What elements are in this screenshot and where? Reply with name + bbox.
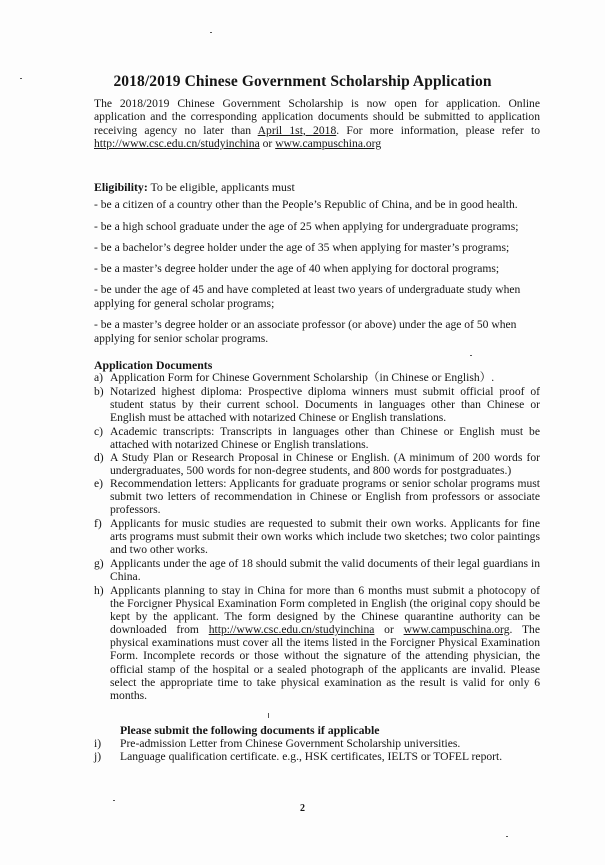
- item-text-part: Applicants planning to stay in China for more than 6 months must submit a photocopy of the Forcigner Physical Examination Form completed in English (the original copy should be kept by the applicant. The form designed by the Chinese quarantine authority can be downloaded from: [110, 584, 540, 637]
- eligibility-intro: To be eligible, applicants must: [147, 180, 295, 194]
- deadline-date: April 1st, 2018: [257, 123, 337, 137]
- item-text-part: . The physical examinations must cover all the items listed in the Forcigner Physical Examination Form. Incomplete records or those without the signature of the attending physician, the official stamp of the hospital or a sealed photograph of the applicants are invalid. Please select the appropriate time to take physical examination as the result is valid for only 6 months.: [110, 623, 540, 702]
- item-marker: d): [94, 451, 104, 464]
- item-text: Academic transcripts: Transcripts in languages other than Chinese or English must be attached with notarized Chinese or English translations.: [110, 425, 540, 452]
- item-marker: h): [94, 584, 104, 597]
- eligibility-item: - be a master’s degree holder under the age of 40 when applying for doctoral programs;: [94, 262, 500, 275]
- scan-speck: [506, 836, 508, 837]
- document-item-h: [94, 584, 540, 702]
- item-text: Notarized highest diploma: Prospective diploma winners must submit official proof of student status by their current school. Documents in languages other than Chinese or English must be attached with notarized Chinese or English translations.: [110, 385, 540, 425]
- eligibility-label: Eligibility:: [94, 180, 148, 194]
- item-text: Language qualification certificate. e.g., HSK certificates, IELTS or TOFEL report.: [120, 750, 503, 763]
- item-text: Pre-admission Letter from Chinese Government Scholarship universities.: [120, 737, 461, 750]
- or-text: or: [259, 136, 276, 150]
- item-text: [110, 584, 540, 702]
- item-marker: e): [94, 477, 104, 490]
- document-item-j: [94, 750, 540, 763]
- document-item-e: [94, 477, 540, 516]
- document-item-b: [94, 385, 540, 424]
- document-item-d: [94, 451, 540, 477]
- item-marker: c): [94, 425, 104, 438]
- scan-speck: [20, 78, 22, 79]
- eligibility-heading: [94, 180, 295, 195]
- optional-documents-heading: Please submit the following documents if applicable: [120, 723, 380, 737]
- intro-text-2: . For more information, please refer to: [336, 123, 541, 137]
- intro-paragraph: [94, 97, 540, 150]
- campuschina-link[interactable]: www.campuschina.org: [403, 623, 510, 637]
- item-marker: i): [94, 737, 102, 750]
- eligibility-item: - be a bachelor’s degree holder under the age of 35 when applying for master’s programs;: [94, 241, 510, 254]
- or-text: or: [374, 623, 404, 637]
- csc-link[interactable]: http://www.csc.edu.cn/studyinchina: [94, 136, 260, 150]
- scan-speck: [113, 800, 115, 801]
- document-item-c: [94, 425, 540, 451]
- document-title: 2018/2019 Chinese Government Scholarship Application: [113, 73, 492, 90]
- eligibility-item: - be a citizen of a country other than the People’s Republic of China, and be in good health.: [94, 198, 518, 211]
- intro-text: The 2018/2019 Chinese Government Scholarship is now open for application. Online application and the corresponding application documents should be submitted to application receiving agency no later than: [94, 97, 540, 137]
- item-text: Applicants under the age of 18 should submit the valid documents of their legal guardians in China.: [110, 557, 540, 584]
- scan-speck: [210, 32, 212, 33]
- document-item-f: [94, 517, 540, 556]
- document-item-g: [94, 557, 540, 583]
- eligibility-item: - be a master’s degree holder or an associate professor (or above) under the age of 50 when applying for senior scholar programs.: [94, 318, 517, 345]
- scan-speck: [268, 713, 269, 718]
- eligibility-item: - be a high school graduate under the age of 25 when applying for undergraduate programs;: [94, 220, 519, 233]
- item-marker: g): [94, 557, 104, 570]
- item-marker: j): [94, 750, 102, 763]
- page-number: 2: [300, 803, 305, 814]
- scan-speck: [470, 355, 472, 356]
- document-item-i: [94, 737, 540, 750]
- campuschina-link[interactable]: www.campuschina.org: [275, 136, 382, 150]
- document-item-a: [94, 371, 540, 384]
- item-marker: f): [94, 517, 102, 530]
- eligibility-item: - be under the age of 45 and have completed at least two years of undergraduate study when applying for general scholar programs;: [94, 283, 521, 310]
- csc-link[interactable]: http://www.csc.edu.cn/studyinchina: [208, 623, 375, 637]
- application-documents-heading: Application Documents: [94, 358, 213, 372]
- item-text: Application Form for Chinese Government Scholarship（in Chinese or English）.: [110, 371, 495, 384]
- item-marker: b): [94, 385, 104, 398]
- item-text: Recommendation letters: Applicants for graduate programs or senior scholar programs must submit two letters of recommendation in Chinese or English from professors or associate professors.: [110, 477, 540, 517]
- item-text: Applicants for music studies are requested to submit their own works. Applicants for fine arts programs must submit their own works which include two sketches; two color paintings and two other works.: [110, 517, 540, 557]
- item-text: A Study Plan or Research Proposal in Chinese or English. (A minimum of 200 words for undergraduates, 500 words for non-degree students, and 800 words for postgraduates.): [110, 451, 540, 478]
- item-marker: a): [94, 371, 104, 384]
